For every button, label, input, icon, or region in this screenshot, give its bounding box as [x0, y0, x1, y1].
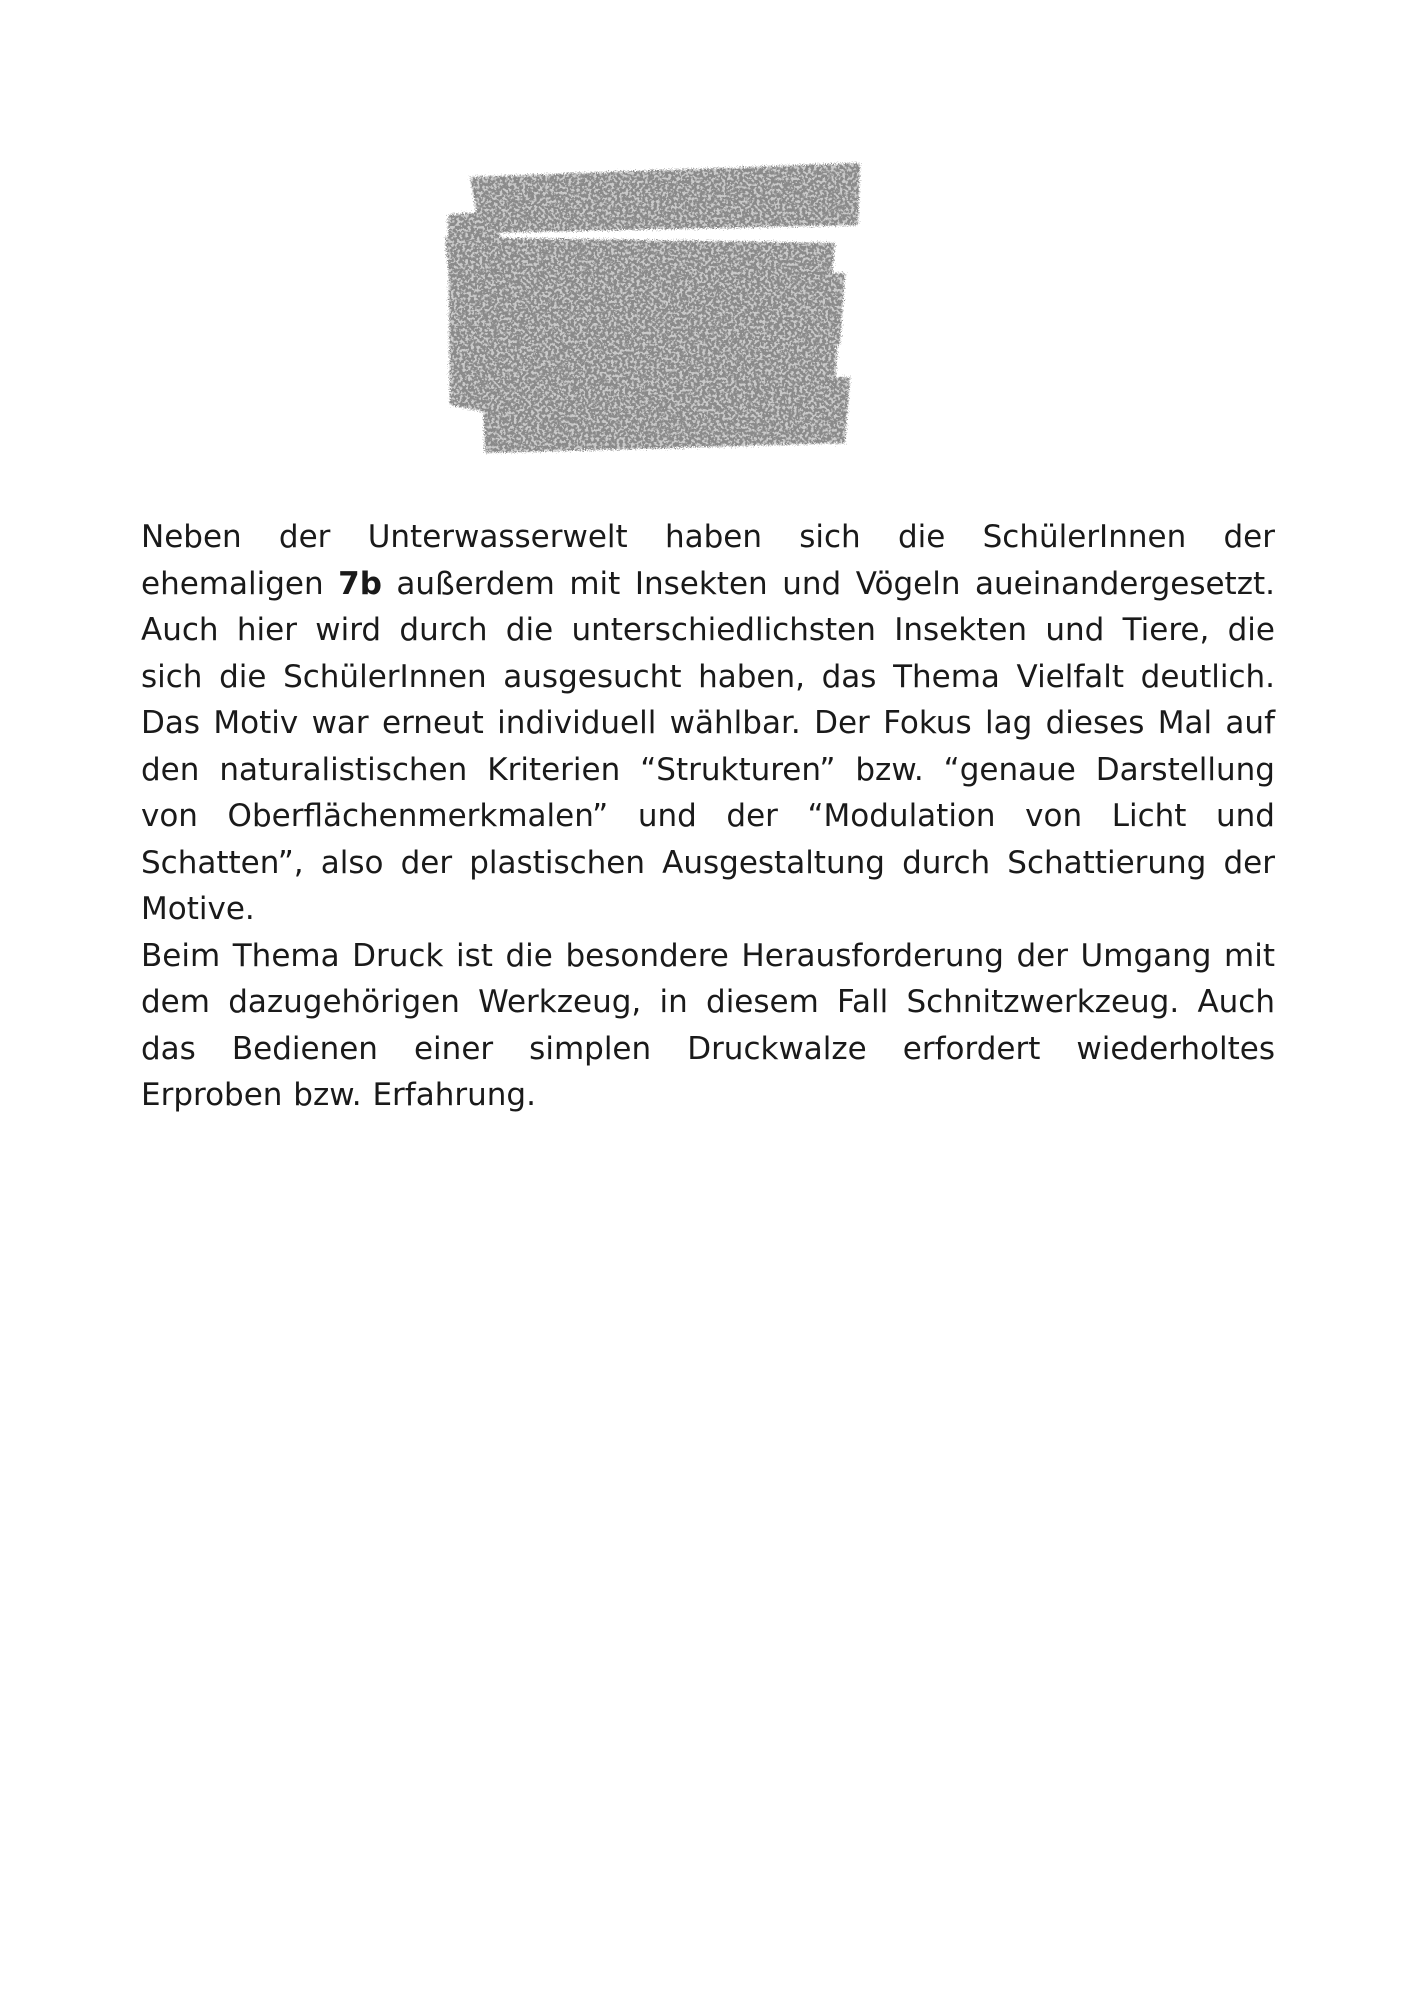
- body-text: [141, 514, 1275, 1119]
- paragraph-1-text-end: außerdem mit Insekten und Vögeln aueinandergesetzt. Auch hier wird durch die unterschiedlichsten Insekten und Tiere, die sich die SchülerInnen ausgesucht haben, das Thema Vielfalt deutlich. Das Motiv war erneut individuell wählbar. Der Fokus lag dieses Mal auf den naturalistischen Kriterien “Strukturen” bzw. “genaue Darstellung von Oberflächenmerkmalen” und der “Modulation von Licht und Schatten”, also der plastischen Ausgestaltung durch Schattierung der Motive.: [141, 565, 1275, 927]
- class-label-7b: 7b: [338, 565, 382, 602]
- paragraph-insects-birds: [141, 514, 1275, 933]
- paragraph-print-tools: Beim Thema Druck ist die besondere Herausforderung der Umgang mit dem dazugehörigen Werkzeug, in diesem Fall Schnitzwerkzeug. Auch das Bedienen einer simplen Druckwalze erfordert wiederholtes Erproben bzw. Erfahrung.: [141, 937, 1275, 1113]
- gray-ink-roller-swatch: [440, 155, 870, 455]
- paragraph-1-text-start: Neben der Unterwasserwelt haben sich die SchülerInnen der ehemaligen: [141, 519, 1275, 602]
